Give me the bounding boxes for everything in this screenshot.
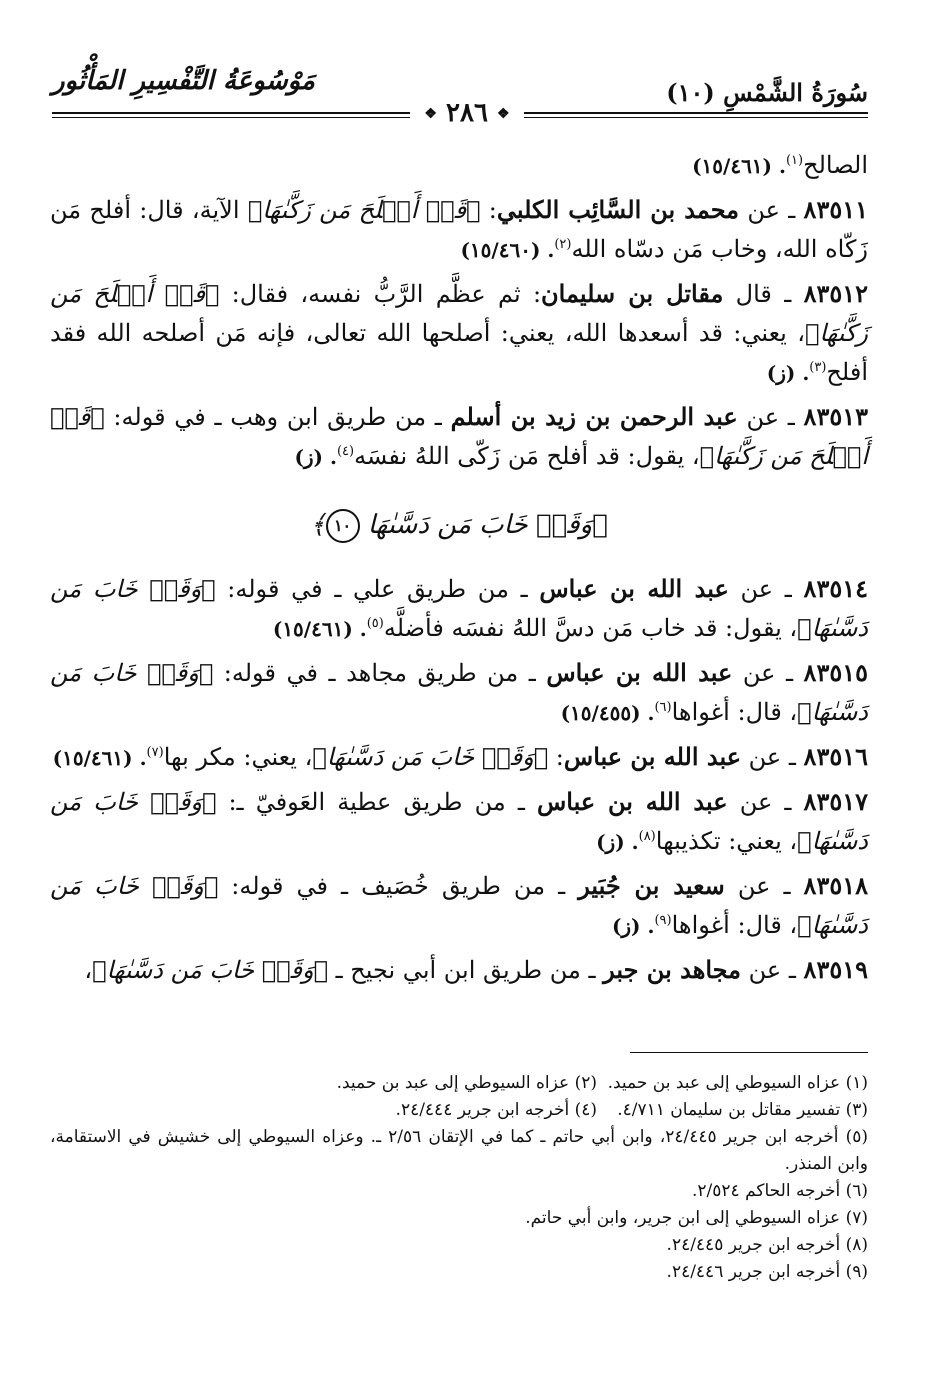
footnote-row — [50, 1097, 868, 1124]
entry-text: ـ عن — [724, 872, 804, 900]
ornament-icon: ❖ — [497, 106, 510, 122]
entry-number: ٨٣٥١٤ — [803, 574, 868, 603]
footnote-marker: (٢) — [554, 237, 572, 252]
footnote: (٦) أخرجه الحاكم ٢/٥٢٤. — [692, 1181, 868, 1201]
quran-quote: ﴿وَقَدۡ خَابَ مَن دَسَّىٰهَا﴾ — [50, 659, 868, 726]
footnote: (١) عزاه السيوطي إلى عبد بن حميد. — [607, 1073, 868, 1093]
entry — [50, 397, 868, 477]
ayah-number-medallion: ١٠ — [326, 509, 360, 543]
entry — [50, 190, 868, 270]
ayah-heading — [50, 509, 868, 543]
ayah-close-bracket: ﴾ — [310, 510, 326, 540]
footnote: (٨) أخرجه ابن جرير ٢٤/٤٤٥. — [666, 1235, 868, 1255]
footnote: (٤) أخرجه ابن جرير ٢٤/٤٤٤. — [395, 1100, 597, 1120]
narrator-name: عبد الرحمن بن زيد بن أسلم — [450, 402, 738, 431]
narrator-name: مقاتل بن سليمان — [541, 279, 724, 308]
footnote: (٣) تفسير مقاتل بن سليمان ٤/٧١١. — [617, 1100, 868, 1120]
page-number-text: ٢٨٦ — [446, 98, 488, 128]
source-ref: . (١٥/٤٦١) — [272, 617, 367, 641]
footnote-marker: (٨) — [638, 829, 656, 844]
entry — [50, 274, 868, 393]
book-title: مَوْسُوعَةُ التَّفْسِيرِ المَأْثُور — [52, 66, 315, 96]
entry-text: ـ عن — [737, 403, 804, 431]
entry-text: ـ عن — [739, 196, 804, 224]
quran-quote: ﴿وَقَدۡ خَابَ مَن دَسَّىٰهَا﴾ — [50, 788, 868, 855]
entry-number: ٨٣٥١٩ — [803, 955, 868, 984]
narrator-name: محمد بن السَّائِب الكلبي — [496, 195, 740, 224]
footnote-marker: (٩) — [654, 913, 672, 928]
footnotes — [50, 1070, 868, 1286]
intro-text: الصالح — [803, 151, 868, 179]
entry-text: الآية، قال: أفلح مَن زَكّاه الله، وخاب مَن دسّاه الله — [50, 196, 868, 263]
source-ref: . (١٥/٤٥٥) — [560, 701, 655, 725]
entry-text: ، يقول: قد أفلح مَن زَكّى اللهُ نفسَه — [354, 442, 700, 470]
entry — [50, 653, 868, 733]
quran-quote: ﴿وَقَدۡ خَابَ مَن دَسَّىٰهَا﴾ — [92, 956, 328, 984]
entry-text: ، — [84, 956, 93, 984]
entry — [50, 782, 868, 862]
narrator-name: عبد الله بن عباس — [537, 787, 728, 816]
quran-quote: ﴿وَقَدۡ خَابَ مَن دَسَّىٰهَا﴾ — [50, 575, 868, 642]
entry-text: ـ عن — [732, 659, 804, 687]
footnote-marker: (١) — [785, 153, 804, 168]
entry-number: ٨٣٥١٨ — [803, 871, 868, 900]
entry-text: : ثم عظَّم الرَّبُّ نفسه، فقال: — [219, 280, 542, 308]
entry-text: ـ عن — [727, 788, 804, 816]
entry-text: ـ من طريق علي ـ في قوله: — [215, 575, 540, 603]
footnote: (٢) عزاه السيوطي إلى عبد بن حميد. — [336, 1073, 597, 1093]
entry-text: ، قال: أغواها — [671, 698, 798, 726]
entry-text: ـ من طريق خُصَيف ـ في قوله: — [218, 872, 579, 900]
source-ref: . (ز) — [766, 361, 810, 385]
quran-quote: ﴿قَدۡ أَفۡلَحَ مَن زَكَّىٰهَا﴾ — [50, 403, 868, 470]
footnote: (٧) عزاه السيوطي إلى ابن جرير، وابن أبي حاتم. — [525, 1208, 868, 1228]
source-ref: . (١٥/٤٦١) — [692, 154, 786, 178]
entry-number: ٨٣٥١٣ — [803, 402, 868, 431]
footnote-marker: (٤) — [336, 444, 355, 459]
page-number-band — [0, 98, 934, 128]
entry-number: ٨٣٥١٥ — [803, 658, 868, 687]
entry-text: ، يعني: مكر بها — [163, 743, 313, 771]
intro-line — [50, 146, 868, 186]
entry — [50, 569, 868, 649]
entry-number: ٨٣٥١٧ — [803, 787, 868, 816]
entry — [50, 866, 868, 946]
ornament-icon: ❖ — [424, 106, 437, 122]
narrator-name: عبد الله بن عباس — [546, 658, 733, 687]
entry-text: ـ قال — [723, 280, 804, 308]
page-number — [410, 98, 523, 128]
quran-quote: ﴿قَدۡ أَفۡلَحَ مَن زَكَّىٰهَا﴾ — [247, 196, 481, 224]
narrator-name: سعيد بن جُبَير — [578, 871, 725, 900]
entry-text: ، يقول: قد خاب مَن دسَّ اللهُ نفسَه فأضلَّه — [383, 614, 798, 642]
entry-text: ـ عن — [741, 743, 804, 771]
entry-text: ، يعني: قد أسعدها الله، يعني: أصلحها الله تعالى، فإنه مَن أصلحه الله فقد أفلح — [50, 319, 868, 386]
quran-quote: ﴿قَدۡ أَفۡلَحَ مَن زَكَّىٰهَا﴾ — [50, 280, 868, 347]
footnote-row — [50, 1070, 868, 1097]
footnote-marker: (٦) — [654, 700, 672, 715]
entry-text: ـ من طريق ابن وهب ـ في قوله: — [104, 403, 451, 431]
footnote-marker: (٧) — [146, 745, 164, 760]
entry-text: : — [548, 743, 564, 771]
narrator-name: عبد الله بن عباس — [563, 742, 742, 771]
narrator-name: مجاهد بن جبر — [603, 955, 742, 984]
entry-text: ـ من طريق مجاهد ـ في قوله: — [213, 659, 547, 687]
entry-text: ـ عن — [728, 575, 804, 603]
footnote-marker: (٥) — [366, 616, 384, 631]
entry-text: ـ من طريق عطية العَوفيّ ـ: — [216, 788, 537, 816]
footnote: (٥) أخرجه ابن جرير ٢٤/٤٤٥، وابن أبي حاتم ـ كما في الإتقان ٢/٥٦ ـ. وعزاه السيوطي إلى خشيش في الاستقامة، وابن المنذر. — [50, 1127, 868, 1174]
entry-number: ٨٣٥١٢ — [803, 279, 869, 308]
entry-number: ٨٣٥١٦ — [803, 742, 868, 771]
ayah-text: ﴿وَقَدۡ خَابَ مَن دَسَّىٰهَا — [367, 510, 608, 540]
source-ref: . (١٥/٤٦٠) — [460, 238, 555, 262]
entry — [50, 737, 868, 778]
footnote-marker: (٣) — [809, 360, 827, 375]
footnote: (٩) أخرجه ابن جرير ٢٤/٤٤٦. — [666, 1262, 868, 1282]
surah-title: سُورَةُ الشَّمْسِ (١٠) — [666, 78, 868, 107]
source-ref: . (ز) — [611, 914, 655, 938]
narrator-name: عبد الله بن عباس — [539, 574, 729, 603]
source-ref: . (١٥/٤٦١) — [52, 746, 147, 770]
entry-text: : — [480, 196, 497, 224]
entry-text: ، يعني: تكذيبها — [655, 827, 798, 855]
entry-number: ٨٣٥١١ — [803, 195, 868, 224]
quran-quote: ﴿وَقَدۡ خَابَ مَن دَسَّىٰهَا﴾ — [312, 743, 549, 771]
entry — [50, 950, 868, 990]
source-ref: . (ز) — [294, 445, 337, 469]
entry-text: ، قال: أغواها — [671, 911, 798, 939]
quran-quote: ﴿وَقَدۡ خَابَ مَن دَسَّىٰهَا﴾ — [50, 872, 868, 939]
footnote-separator — [630, 1052, 868, 1053]
entry-text: ـ من طريق ابن أبي نجيح ـ — [327, 956, 604, 984]
main-text — [50, 146, 868, 994]
entry-text: ـ عن — [741, 956, 804, 984]
source-ref: . (ز) — [596, 830, 639, 854]
